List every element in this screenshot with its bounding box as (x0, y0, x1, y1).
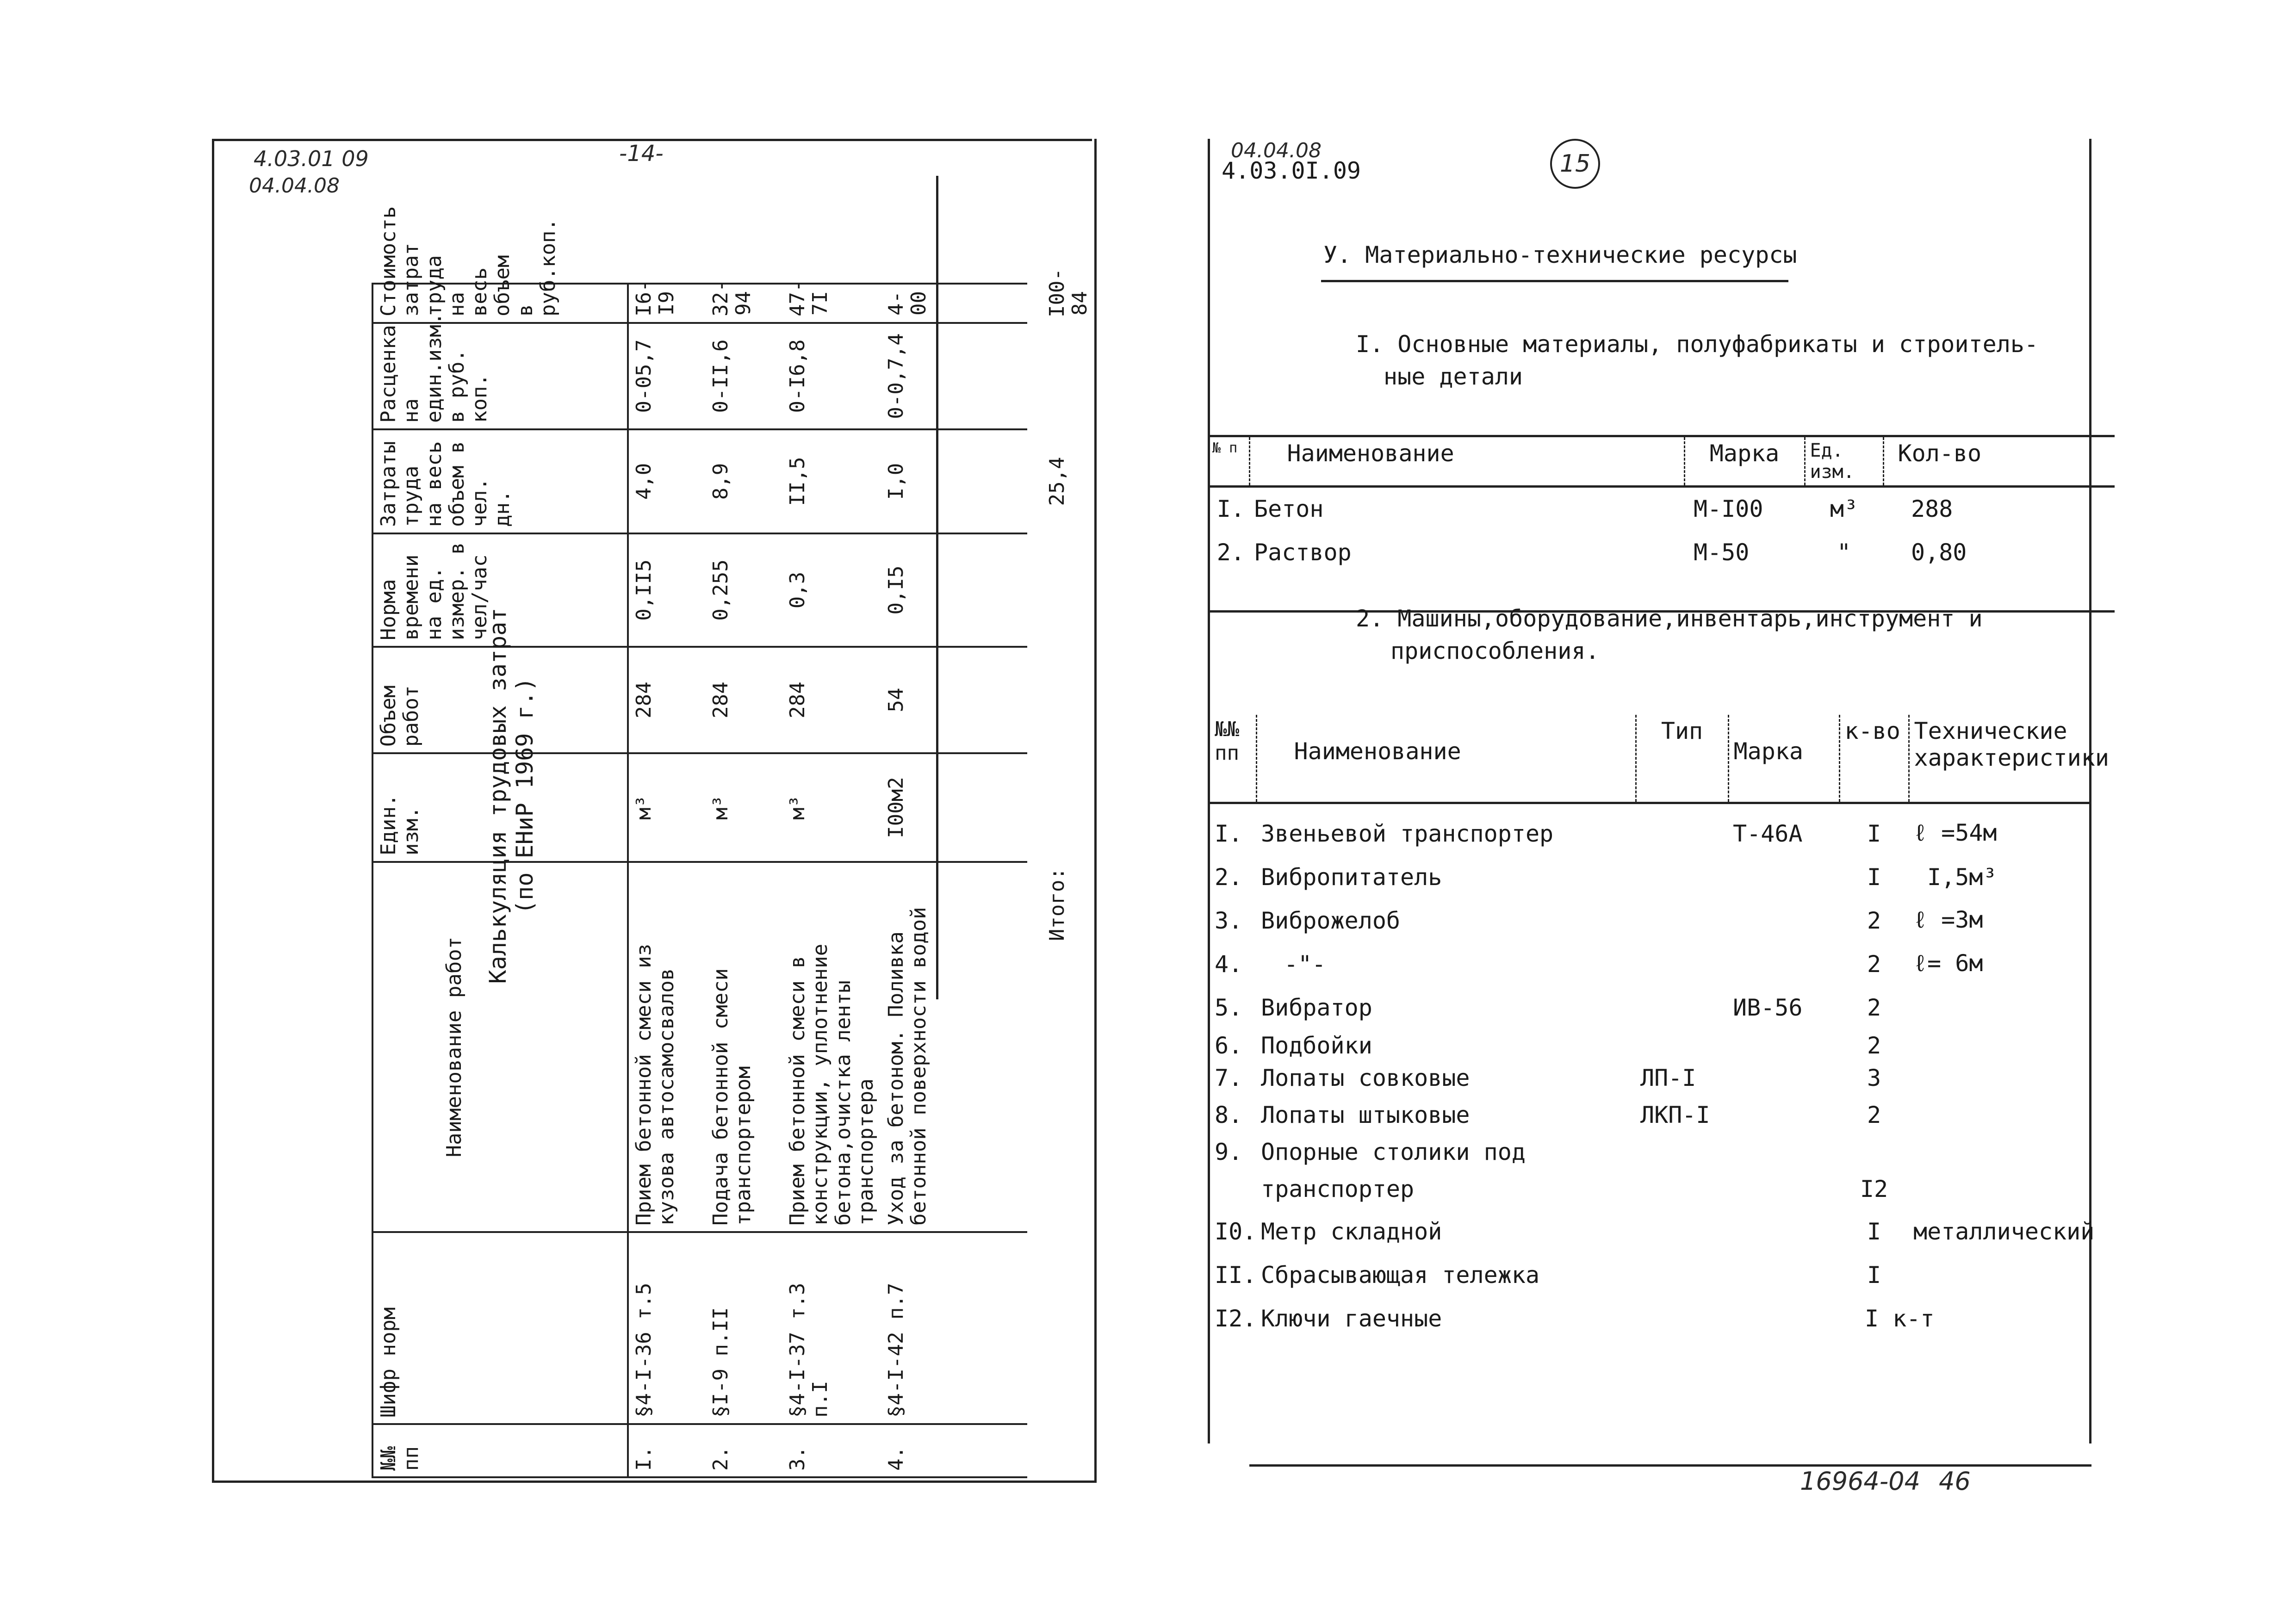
machines-cell-brand (1728, 1094, 1839, 1136)
table-row (1210, 1297, 2089, 1340)
header-volume: Объем работ (372, 647, 628, 753)
cell-no: 3. (782, 1424, 881, 1477)
machines-cell-brand (1728, 942, 1839, 986)
calculation-title (485, 518, 577, 1073)
materials-cell-brand: М-I00 (1694, 496, 1763, 523)
materials-header-qty: Кол-во (1898, 440, 1982, 467)
subsection2-title-line1: 2. Машины,оборудование,инвентарь,инструмент и (1356, 605, 1983, 632)
materials-cell-unit: м³ (1830, 496, 1858, 523)
machines-cell-spec (1909, 1253, 2089, 1297)
machines-cell-qty: I (1867, 820, 1881, 847)
table-row (1210, 812, 2089, 855)
machines-cell-spec (1909, 1297, 2089, 1340)
machines-cell-no: II. (1215, 1262, 1257, 1288)
left-stamp-line1: 4.03.01 09 (254, 146, 369, 171)
machines-cell-qty: I (1867, 1218, 1881, 1245)
machines-cell-brand (1728, 1029, 1839, 1062)
machines-cell-qty: 2 (1867, 951, 1881, 978)
header-norm: Норма времени на ед. измер. в чел/час (372, 533, 628, 647)
machines-cell-qty: 2 (1867, 1032, 1881, 1059)
table-row (706, 284, 782, 1477)
materials-cell-no: 2. (1216, 539, 1245, 566)
cell-unit: I00м2 (881, 753, 1027, 862)
machines-cell-type (1636, 855, 1728, 899)
machines-header-name: Наименование (1256, 715, 1636, 803)
machines-cell-brand (1728, 855, 1839, 899)
cell-no: I. (628, 1424, 706, 1477)
machines-cell-brand: Т-46А (1733, 820, 1803, 847)
cell-no: 4. (881, 1424, 1027, 1477)
machines-cell-spec (1909, 986, 2089, 1029)
cell-unit: м³ (782, 753, 881, 862)
section-title: У. Материально-технические ресурсы (1323, 242, 1797, 268)
materials-header-no: № п (1208, 436, 1249, 487)
table-total-row (1027, 284, 1105, 1477)
materials-header-brand: Марка (1684, 436, 1805, 487)
subsection1-title-line1: I. Основные материалы, полуфабрикаты и строитель- (1356, 331, 2039, 358)
machines-cell-spec (1909, 1029, 2089, 1062)
cell-volume: 54 (881, 647, 1027, 753)
total-cost: I00-84 (1045, 268, 1092, 317)
table-row (1210, 1136, 2089, 1168)
cell-labor: I,0 (881, 429, 1027, 533)
cell-code: §4-I-42 п.7 (881, 1232, 1027, 1424)
machines-cell-name: Лопаты совковые (1261, 1065, 1470, 1091)
cell-norm: 0,I5 (881, 533, 1027, 647)
machines-cell-no: 7. (1215, 1065, 1243, 1091)
machines-cell-qty: 2 (1867, 907, 1881, 934)
machines-cell-type (1636, 1029, 1728, 1062)
machines-cell-type (1636, 812, 1728, 855)
machines-cell-spec: ℓ =3м (1913, 906, 1983, 933)
machines-cell-type (1636, 1136, 1728, 1168)
machines-cell-name: Метр складной (1261, 1218, 1442, 1245)
machines-cell-no: 9. (1215, 1139, 1243, 1165)
cell-volume: 284 (782, 647, 881, 753)
cell-code: §4-I-36 т.5 (628, 1232, 706, 1424)
cell-name: Уход за бетоном. Поливка бетонной поверхности водой (881, 862, 1027, 1232)
cell-cost: 47-7I (782, 284, 881, 323)
machines-cell-spec (1909, 1136, 2089, 1168)
cell-name: Прием бетонной смеси в конструкции, уплотнение бетона,очистка ленты транспортера (782, 862, 881, 1232)
cell-unit: м³ (628, 753, 706, 862)
machines-cell-brand: ИВ-56 (1733, 994, 1803, 1021)
machines-cell-no: 2. (1215, 864, 1243, 891)
calculation-title-line2: (по ЕНиР 1969 г.) (511, 677, 538, 914)
machines-cell-no: 5. (1215, 994, 1243, 1021)
table-row (1210, 1029, 2089, 1062)
cell-labor: II,5 (782, 429, 881, 533)
machines-header-brand: Марка (1728, 715, 1839, 803)
materials-table (1208, 435, 2115, 613)
machines-cell-brand (1728, 1253, 1839, 1297)
cell-rate: 0-0,7,4 (881, 323, 1027, 429)
machines-header-row (1210, 715, 2089, 803)
machines-cell-spec: ℓ =54м (1913, 819, 1997, 846)
machines-cell-brand (1728, 899, 1839, 942)
materials-header-row (1208, 436, 2115, 487)
right-page-number: 15 (1550, 139, 1600, 189)
machines-cell-type (1636, 899, 1728, 942)
machines-cell-name: Звеньевой транспортер (1261, 820, 1554, 847)
machines-cell-qty: 2 (1867, 1102, 1881, 1128)
table-row (1208, 487, 2115, 531)
subsection1-title-line2: ные детали (1384, 363, 1523, 390)
machines-cell-no: I0. (1215, 1218, 1257, 1245)
table-row (1210, 1210, 2089, 1253)
machines-cell-type: ЛП-I (1640, 1065, 1696, 1091)
machines-cell-no: 4. (1215, 951, 1243, 978)
table-row (1210, 1168, 2089, 1210)
materials-cell-name: Бетон (1254, 496, 1324, 523)
materials-cell-name: Раствор (1254, 539, 1352, 566)
table-row (1210, 942, 2089, 986)
cell-name: Прием бетонной смеси из кузова автосамосвалов (628, 862, 706, 1232)
materials-cell-no: I. (1216, 496, 1245, 523)
machines-cell-name-continued: транспортер (1261, 1176, 1415, 1202)
footer-code: 16964-04 (1800, 1467, 1920, 1496)
machines-cell-spec: ℓ= 6м (1913, 950, 1983, 977)
machines-cell-spec (1909, 1094, 2089, 1136)
cell-norm: 0,3 (782, 533, 881, 647)
machines-cell-type (1636, 1210, 1728, 1253)
cell-cost: 4-00 (881, 284, 1027, 323)
header-cost: Стоимость затрат труда на весь объем в руб.коп. (372, 284, 628, 323)
left-stamp-line2: 04.04.08 (249, 174, 340, 198)
machines-cell-type (1636, 1253, 1728, 1297)
footer-page: 46 (1939, 1467, 1971, 1496)
machines-table (1210, 715, 2109, 1340)
left-page-number: -14- (619, 141, 664, 167)
table-row (1210, 1094, 2089, 1136)
table-row (1210, 986, 2089, 1029)
machines-cell-name: Сбрасывающая тележка (1261, 1262, 1540, 1288)
machines-cell-type: ЛКП-I (1640, 1102, 1710, 1128)
machines-cell-name: Ключи гаечные (1261, 1305, 1442, 1332)
machines-cell-qty: 3 (1867, 1065, 1881, 1091)
materials-header-name: Наименование (1249, 436, 1684, 487)
machines-cell-name: Подбойки (1261, 1032, 1372, 1059)
machines-cell-no: 8. (1215, 1102, 1243, 1128)
section-title-underline (1321, 280, 1788, 282)
machines-cell-no: 6. (1215, 1032, 1243, 1059)
table-row (1210, 899, 2089, 942)
cell-labor: 8,9 (706, 429, 782, 533)
header-name: Наименование работ (372, 862, 628, 1232)
right-stamp-line1: 04.04.08 (1231, 139, 1322, 162)
machines-cell-name: Опорные столики под (1261, 1139, 1526, 1165)
cell-norm: 0,II5 (628, 533, 706, 647)
machines-cell-spec (1909, 1062, 2089, 1094)
cell-code: §4-I-37 т.3 п.I (782, 1232, 881, 1424)
subsection2-title-line2: приспособления. (1390, 638, 1600, 664)
machines-cell-type (1636, 1297, 1728, 1340)
machines-header-qty: к-во (1839, 715, 1909, 803)
machines-header-type: Тип (1636, 715, 1728, 803)
materials-cell-qty: 0,80 (1911, 539, 1967, 566)
machines-cell-name: Лопаты штыковые (1261, 1102, 1470, 1128)
machines-cell-name: -"- (1284, 951, 1326, 978)
machines-cell-qty: I (1867, 864, 1881, 891)
table-row (1210, 855, 2089, 899)
machines-cell-brand (1728, 1210, 1839, 1253)
cell-volume: 284 (706, 647, 782, 753)
cell-no: 2. (706, 1424, 782, 1477)
total-label: Итого: (1045, 867, 1069, 941)
cell-cost: I6-I9 (628, 284, 706, 323)
machines-cell-no: 3. (1215, 907, 1243, 934)
machines-cell-spec: I,5м³ (1927, 864, 1997, 891)
header-rate: Расценка на един.изм. в руб. коп. (372, 323, 628, 429)
header-code: Шифр норм (372, 1232, 628, 1424)
table-row (782, 284, 881, 1477)
table-row (1208, 531, 2115, 575)
machines-cell-no: I2. (1215, 1305, 1257, 1332)
materials-cell-brand: М-50 (1694, 539, 1750, 566)
machines-cell-qty: 2 (1867, 994, 1881, 1021)
header-unit: Един. изм. (372, 753, 628, 862)
total-labor: 25,4 (1045, 457, 1069, 506)
machines-cell-type (1636, 986, 1728, 1029)
materials-header-unit: Ед. изм. (1805, 436, 1883, 487)
right-stamp-line2: 4.03.0I.09 (1222, 157, 1361, 184)
machines-cell-type (1636, 942, 1728, 986)
cell-rate: 0-05,7 (628, 323, 706, 429)
calculation-title-line1: Калькуляция трудовых затрат (484, 607, 511, 984)
cell-code: §I-9 п.II (706, 1232, 782, 1424)
table-row (881, 284, 1027, 1477)
machines-cell-no: I. (1215, 820, 1243, 847)
machines-cell-brand (1728, 1297, 1839, 1340)
machines-cell-brand (1728, 1062, 1839, 1094)
cell-norm: 0,255 (706, 533, 782, 647)
cell-volume: 284 (628, 647, 706, 753)
labor-calculation-table (372, 206, 1105, 1478)
materials-cell-qty: 288 (1911, 496, 1953, 523)
machines-header-spec: Технические характеристики (1914, 718, 2109, 771)
cell-rate: 0-I6,8 (782, 323, 881, 429)
machines-cell-name: Вибратор (1261, 994, 1372, 1021)
table-row (1210, 1253, 2089, 1297)
total-separator-line (936, 176, 938, 999)
machines-cell-qty: I к-т (1865, 1305, 1935, 1332)
header-no: №№ пп (372, 1424, 628, 1477)
machines-cell-qty: I2 (1860, 1176, 1888, 1202)
header-labor: Затраты труда на весь объем в чел. дн. (372, 429, 628, 533)
cell-name: Подача бетонной смеси транспортером (706, 862, 782, 1232)
machines-cell-name: Виброжелоб (1261, 907, 1401, 934)
cell-labor: 4,0 (628, 429, 706, 533)
machines-cell-name: Вибропитатель (1261, 864, 1442, 891)
cell-unit: м³ (706, 753, 782, 862)
machines-header-no: №№ пп (1210, 715, 1256, 803)
right-page (1208, 139, 2109, 1496)
machines-cell-qty: I (1867, 1262, 1881, 1288)
cell-cost: 32-94 (706, 284, 782, 323)
machines-cell-spec: металлический (1913, 1218, 2095, 1245)
left-page (212, 139, 1092, 1481)
table-row (1210, 1062, 2089, 1094)
cell-rate: 0-II,6 (706, 323, 782, 429)
materials-cell-unit: " (1837, 539, 1851, 566)
table-row (628, 284, 706, 1477)
machines-cell-brand (1728, 1136, 1839, 1168)
labor-calculation-table-rotated (372, 206, 1092, 1478)
